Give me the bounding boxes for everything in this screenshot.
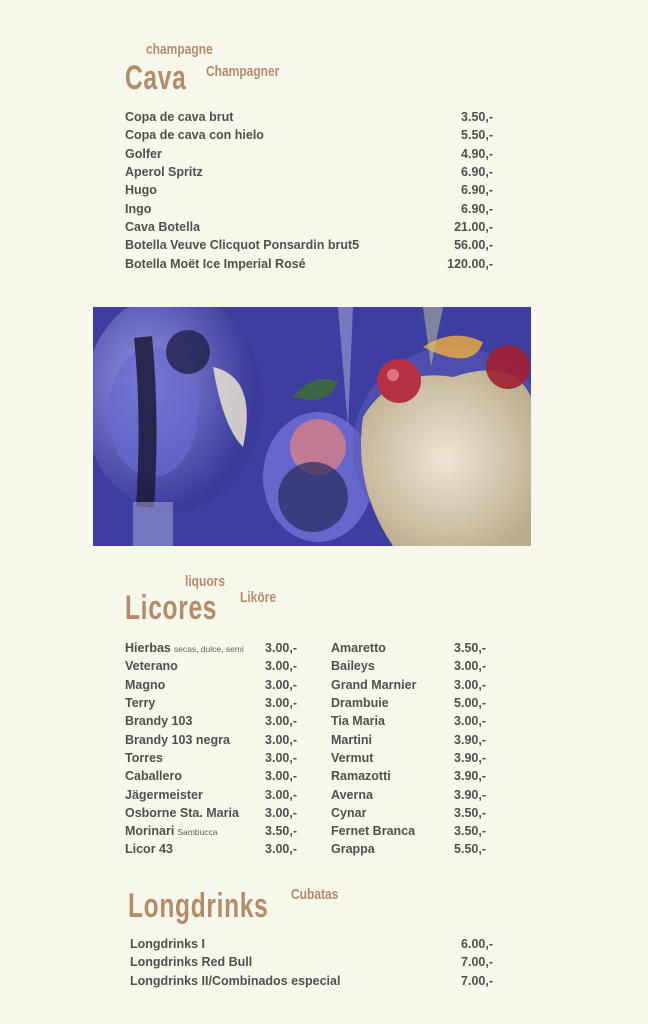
menu-item [125,712,297,730]
longdrinks-list [130,935,493,990]
menu-item [125,126,493,144]
menu-item-price: 7.00,- [461,955,493,970]
menu-item [125,730,297,748]
menu-item [331,749,486,767]
menu-item-name-wrap [331,824,415,838]
licores-heading [125,573,345,633]
menu-item-name-wrap [130,974,340,988]
menu-item-name: Osborne Sta. Maria [125,805,239,820]
menu-item-name-wrap [125,659,178,673]
menu-item [125,767,297,785]
menu-item [125,181,493,199]
menu-item-name: Magno [125,677,166,692]
menu-item-name-wrap [125,751,163,765]
menu-item-price: 56.00,- [454,238,493,253]
menu-item-name-wrap [125,806,239,820]
licores-title: Licores [125,589,218,627]
menu-item-name-wrap [125,788,203,802]
menu-item-name-wrap [125,165,203,179]
menu-item-name: Caballero [125,769,182,784]
menu-item-price: 3.00,- [265,641,297,656]
menu-item-name-wrap [125,714,192,728]
menu-item [125,840,297,858]
menu-item [331,785,486,803]
menu-item [331,822,486,840]
menu-item [331,712,486,730]
menu-item-price: 3.00,- [265,696,297,711]
menu-item-name: Torres [125,750,163,765]
menu-item [130,953,493,971]
menu-item [331,804,486,822]
menu-item-price: 21.00,- [454,219,493,234]
menu-item [125,163,493,181]
menu-item [125,108,493,126]
menu-item-name-wrap [331,641,386,655]
menu-item [331,767,486,785]
menu-item [331,676,486,694]
menu-item-price: 3.00,- [265,732,297,747]
menu-item-name: Botella Veuve Clicquot Ponsardin brut5 [125,238,360,253]
menu-item-name: Drambuie [331,696,389,711]
menu-item-name-wrap [331,696,389,710]
menu-item-price: 3.50,- [454,805,486,820]
menu-item [125,254,493,272]
menu-item-name-wrap [331,659,375,673]
cava-heading [125,40,345,100]
menu-item-name-wrap [125,696,155,710]
menu-item-name-wrap [331,788,373,802]
menu-item-price: 3.00,- [265,750,297,765]
menu-item-price: 3.00,- [265,659,297,674]
menu-item-price: 7.00,- [461,973,493,988]
menu-item-price: 4.90,- [461,146,493,161]
menu-item-name-wrap [125,238,359,252]
menu-item-price: 3.00,- [454,677,486,692]
menu-item-name: Grappa [331,842,375,857]
menu-item-name: Brandy 103 [125,714,193,729]
cava-list [125,108,493,273]
menu-item-price: 5.00,- [454,696,486,711]
menu-item [125,785,297,803]
menu-item [331,657,486,675]
menu-item-name: Morinari [125,824,175,839]
menu-item-name: Golfer [125,146,162,161]
menu-item-price: 3.00,- [265,769,297,784]
menu-item-name: Brandy 103 negra [125,732,230,747]
menu-item-name-wrap [125,842,173,856]
menu-item-name-wrap [331,733,372,747]
menu-item-name-wrap [125,220,200,234]
menu-item [125,236,493,254]
menu-item-price: 3.00,- [265,842,297,857]
menu-item [331,730,486,748]
cava-subtitle-champagner: Champagner [206,63,280,80]
menu-item-name-wrap [331,806,366,820]
menu-item-name-wrap [125,128,264,142]
menu-item [125,218,493,236]
licores-left-list [125,639,297,859]
menu-item-name: Longdrinks I [130,937,205,952]
menu-item-price: 5.50,- [461,128,493,143]
menu-item-note: Sambucca [177,827,218,838]
menu-item-name-wrap [125,147,162,161]
menu-item-name: Amaretto [331,641,386,656]
menu-item-name-wrap [331,769,391,783]
cocktail-glasses-image [93,307,531,546]
menu-item-name-wrap [331,842,375,856]
cava-title: Cava [125,59,187,97]
menu-item [130,935,493,953]
menu-item-name-wrap [125,257,306,271]
menu-item-name-wrap [125,183,157,197]
menu-item-name-wrap [125,202,151,216]
menu-item-name: Copa de cava brut [125,110,234,125]
menu-item-price: 3.50,- [265,824,297,839]
menu-item-price: 6.00,- [461,937,493,952]
menu-item-price: 3.90,- [454,769,486,784]
menu-item-price: 3.90,- [454,732,486,747]
menu-item-name-wrap [130,955,252,969]
menu-item-name: Jägermeister [125,787,203,802]
menu-item-name: Ingo [125,201,152,216]
menu-item [125,199,493,217]
menu-item-price: 3.90,- [454,787,486,802]
menu-item-price: 120.00,- [447,256,493,271]
menu-item-name: Veterano [125,659,178,674]
menu-item-name-wrap [125,824,217,838]
menu-item [130,972,493,990]
longdrinks-title: Longdrinks [128,887,269,925]
menu-item [125,822,297,840]
menu-item-name: Longdrinks Red Bull [130,955,253,970]
menu-item-price: 3.50,- [454,824,486,839]
menu-item [125,639,297,657]
menu-item [125,676,297,694]
menu-item-name-wrap [125,678,165,692]
menu-item-price: 6.90,- [461,201,493,216]
menu-item-name: Hugo [125,183,157,198]
menu-item-name: Botella Moët Ice Imperial Rosé [125,256,306,271]
menu-item-name: Vermut [331,750,374,765]
menu-item-name: Cynar [331,805,367,820]
menu-item-price: 3.00,- [265,787,297,802]
menu-item [125,694,297,712]
menu-item-name-wrap [331,714,385,728]
menu-item [125,145,493,163]
menu-item-name: Tia Maria [331,714,385,729]
menu-item-name-wrap [125,641,244,655]
menu-item-name-wrap [125,769,182,783]
menu-item-price: 3.50,- [454,641,486,656]
menu-item-name: Grand Marnier [331,677,417,692]
menu-item-name-wrap [125,733,230,747]
menu-item-price: 3.90,- [454,750,486,765]
menu-item [125,657,297,675]
menu-item [331,840,486,858]
menu-item-name: Hierbas [125,641,171,656]
menu-item-name-wrap [130,937,205,951]
menu-item-name: Cava Botella [125,219,201,234]
menu-item [331,694,486,712]
licores-subtitle-likore: Liköre [240,589,277,606]
licores-subtitle-liquors: liquors [185,573,226,590]
menu-item [125,804,297,822]
licores-right-list [331,639,486,859]
menu-item-name: Averna [331,787,373,802]
menu-item-price: 3.00,- [265,677,297,692]
cocktail-photo [93,307,531,546]
menu-item-note: secas, dulce, semi [173,644,244,655]
menu-item [125,749,297,767]
menu-item-price: 6.90,- [461,165,493,180]
menu-item-price: 3.50,- [461,110,493,125]
menu-item-name: Aperol Spritz [125,165,203,180]
menu-item-name: Longdrinks II/Combinados especial [130,973,341,988]
menu-item-price: 3.00,- [265,805,297,820]
longdrinks-heading [128,884,368,934]
menu-item-name: Fernet Branca [331,824,416,839]
menu-item-name: Licor 43 [125,842,173,857]
cava-subtitle-champagne: champagne [146,41,213,58]
menu-item-name: Baileys [331,659,375,674]
menu-item-name: Copa de cava con hielo [125,128,264,143]
menu-item-price: 6.90,- [461,183,493,198]
menu-item-price: 3.00,- [454,714,486,729]
menu-item-name-wrap [331,751,373,765]
menu-item-price: 5.50,- [454,842,486,857]
longdrinks-subtitle-cubatas: Cubatas [291,886,339,903]
menu-item-name-wrap [331,678,416,692]
menu-item-price: 3.00,- [265,714,297,729]
menu-item-name-wrap [125,110,233,124]
menu-item-name: Martini [331,732,372,747]
menu-item-name: Terry [125,696,156,711]
menu-item [331,639,486,657]
menu-item-name: Ramazotti [331,769,391,784]
menu-item-price: 3.00,- [454,659,486,674]
